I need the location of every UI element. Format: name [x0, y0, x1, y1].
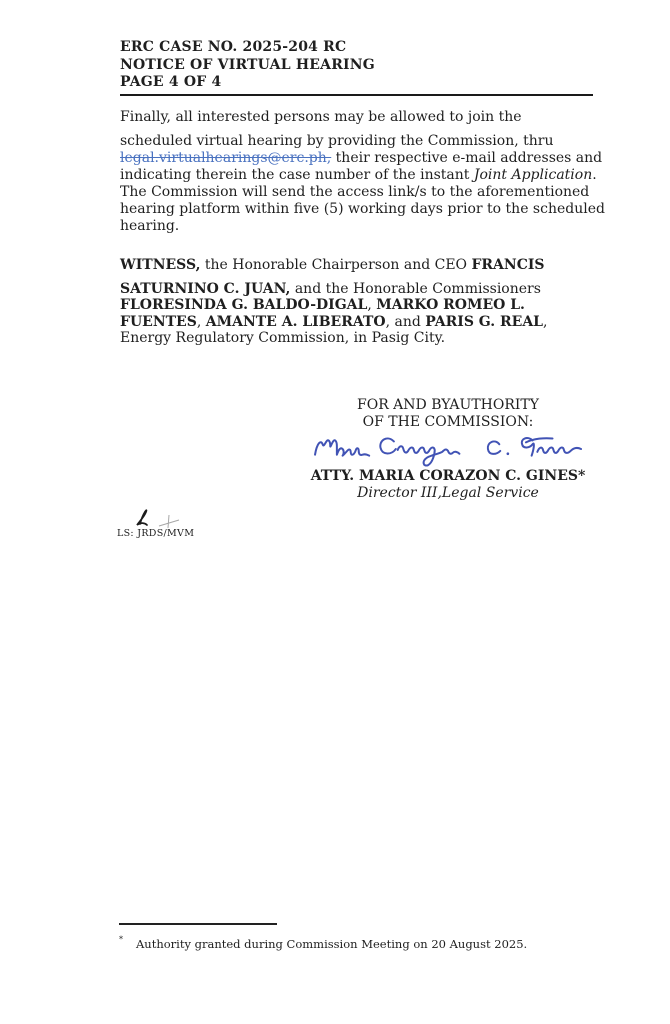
signatory-title: Director III,Legal Service [357, 485, 539, 501]
text-segment: PARIS G. REAL [425, 313, 544, 330]
text-segment: Energy Regulatory Commission, in Pasig City. [120, 330, 446, 346]
text-segment: FUENTES [120, 313, 197, 330]
text-line [120, 330, 610, 347]
case-number: ERC CASE NO. 2025-204 RC [120, 39, 347, 55]
text-line [120, 257, 610, 274]
footnote-separator [119, 923, 277, 925]
text-segment: AMANTE A. LIBERATO [205, 313, 386, 330]
signatory-name: ATTY. MARIA CORAZON C. GINES* [310, 468, 586, 484]
text-segment: , [367, 297, 377, 313]
paragraph-virtual-hearing-access [120, 109, 610, 235]
text-segment: hearing. [120, 218, 180, 234]
text-line [120, 218, 610, 235]
text-segment: indicating therein the case number of the instant [120, 167, 474, 183]
signature-block [298, 397, 598, 502]
document-title: NOTICE OF VIRTUAL HEARING [120, 56, 375, 73]
text-line [120, 133, 610, 150]
text-segment: Finally, all interested persons may be allowed to join the [120, 109, 522, 125]
text-line [120, 184, 610, 201]
text-segment: , [196, 313, 206, 330]
text-segment: Joint Application [473, 167, 593, 183]
text-segment: The Commission will send the access link/s to the aforementioned [120, 184, 590, 200]
page-indicator: PAGE 4 OF 4 [120, 74, 222, 90]
text-segment: and the Honorable Commissioners [290, 280, 541, 297]
text-segment: the Honorable Chairperson and CEO [200, 257, 472, 273]
text-line [120, 281, 610, 298]
text-line [120, 314, 610, 331]
email-link[interactable]: legal.virtualhearings@erc.ph, [120, 150, 332, 166]
text-segment: , [543, 313, 548, 330]
signature-image [306, 430, 591, 468]
text-segment: MARKO ROMEO L. [376, 297, 525, 313]
text-segment: , and [385, 313, 426, 330]
text-line [120, 109, 610, 126]
text-line [120, 167, 610, 184]
document-header [120, 39, 593, 96]
footnote-text: Authority granted during Commission Meeting on 20 August 2025. [136, 937, 528, 951]
authority-line-2: OF THE COMMISSION: [362, 414, 534, 430]
text-segment: FRANCIS [471, 257, 545, 273]
text-line [120, 297, 610, 314]
initials-line: LS: JRDS/MVM [117, 528, 195, 539]
paragraph-witness [120, 257, 610, 347]
footnote [119, 932, 599, 952]
text-segment: FLORESINDA G. BALDO-DIGAL [120, 297, 368, 313]
text-line [120, 150, 610, 167]
footnote-marker: * [119, 935, 123, 944]
text-segment: SATURNINO C. JUAN, [120, 280, 291, 297]
text-segment: . [592, 167, 597, 183]
authority-line-1: FOR AND BYAUTHORITY [357, 397, 539, 413]
text-segment: scheduled virtual hearing by providing the Commission, thru [120, 133, 554, 149]
text-segment: hearing platform within five (5) working days prior to the scheduled [120, 201, 605, 217]
text-segment: WITNESS, [120, 257, 201, 273]
text-segment: their respective e-mail addresses and [331, 150, 603, 166]
text-line [120, 201, 610, 218]
